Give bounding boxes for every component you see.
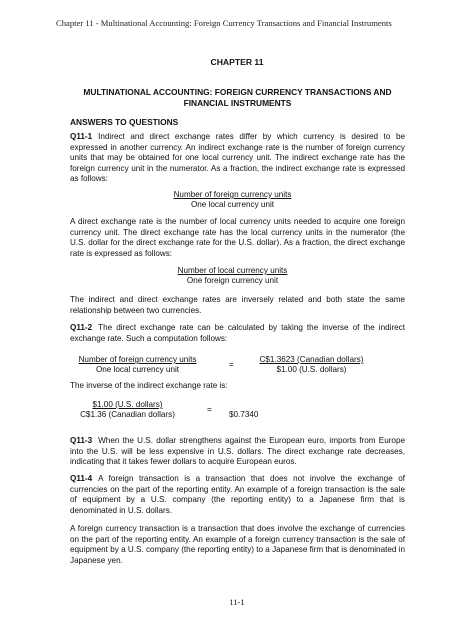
calc-left-fraction (70, 355, 205, 375)
fraction-denominator: One local currency unit (95, 365, 180, 374)
fraction-numerator: C$1.3623 (Canadian dollars) (259, 355, 364, 364)
section-heading: ANSWERS TO QUESTIONS (70, 117, 179, 127)
inverse-result: $0.7340 (229, 410, 259, 419)
q11-4-paragraph-2: A foreign currency transaction is a transaction that does involve the exchange of currencies on the part of the reporting entity. An example of a foreign currency transaction is the sale of equipment by a U.S. company (the reporting entity) to a Japanese firm that is denominated in Japanese yen. (70, 524, 405, 565)
chapter-heading: CHAPTER 11 (210, 57, 264, 67)
direct-rate-fraction (140, 266, 325, 286)
page-number: 11-1 (229, 597, 245, 607)
running-header: Chapter 11 - Multinational Accounting: Foreign Currency Transactions and Financial Instruments (56, 18, 392, 28)
question-label: Q11-2 (70, 323, 93, 332)
fraction-denominator: One foreign currency unit (186, 276, 279, 285)
indirect-rate-fraction (140, 190, 325, 210)
inverse-fraction (70, 400, 185, 420)
q11-1-paragraph-3: The indirect and direct exchange rates are inversely related and both state the same relationship between two currencies. (70, 295, 405, 315)
q11-3-paragraph: Q11-3 When the U.S. dollar strengthens against the European euro, imports from Europe into the U.S. will be less expensive in U.S. dollars. The direct exchange rate decreases, indicating that it takes fewer dollars to acquire European euros. (70, 436, 405, 466)
question-label: Q11-3 (70, 436, 93, 445)
q11-1-paragraph-1: Q11-1 Indirect and direct exchange rates differ by which currency is desired to be expressed in another currency. An indirect exchange rate is the number of foreign currency units that may be obtained for one local currency unit. The indirect exchange rate has the foreign currency unit in the numerator. As a fraction, the indirect exchange rate is expressed as follows: (70, 132, 405, 183)
q11-2-paragraph-1: Q11-2 The direct exchange rate can be calculated by taking the inverse of the indirect exchange rate. Such a computation follows: (70, 323, 405, 343)
fraction-denominator: One local currency unit (190, 200, 275, 209)
calc-right-fraction (244, 355, 379, 375)
q11-1-paragraph-2: A direct exchange rate is the number of local currency units needed to acquire one foreign currency unit. The direct exchange rate has the local currency units in the numerator (the U.S. dollar for the direct exchange rate for the U.S. dollar). As a fraction, the direct exchange rate is expressed as follows: (70, 217, 405, 258)
q11-2-paragraph-2: The inverse of the indirect exchange rate is: (70, 381, 228, 390)
q11-4-paragraph-1: Q11-4 A foreign transaction is a transaction that does not involve the exchange of currencies on the part of the reporting entity. An example of a foreign transaction is the sale of equipment by a U.S. company (the reporting entity) to a Japanese firm that is denominated in U.S. dollars. (70, 474, 405, 515)
fraction-denominator: C$1.36 (Canadian dollars) (80, 410, 175, 419)
fraction-denominator: $1.00 (U.S. dollars) (276, 365, 347, 374)
fraction-numerator: Number of foreign currency units (78, 355, 197, 364)
question-label: Q11-4 (70, 474, 93, 483)
fraction-numerator: $1.00 (U.S. dollars) (92, 400, 163, 409)
fraction-numerator: Number of local currency units (177, 266, 288, 275)
equals-sign: = (229, 360, 234, 369)
fraction-numerator: Number of foreign currency units (173, 190, 292, 199)
equals-sign: = (207, 405, 212, 414)
chapter-title: MULTINATIONAL ACCOUNTING: FOREIGN CURRENCY TRANSACTIONS AND FINANCIAL INSTRUMENTS (83, 87, 392, 108)
question-label: Q11-1 (70, 132, 93, 141)
